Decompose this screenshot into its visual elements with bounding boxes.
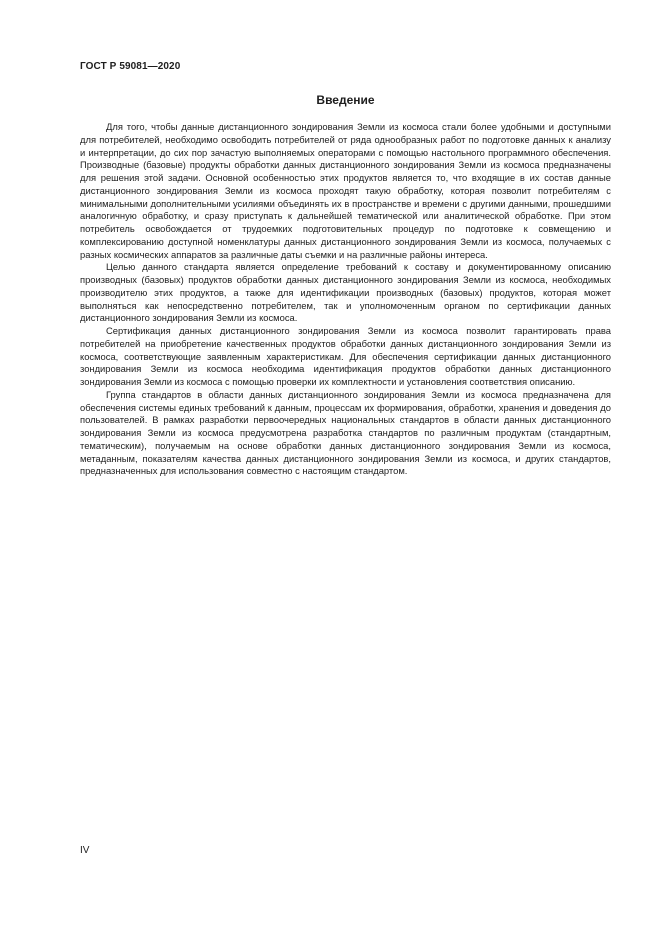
paragraph: Группа стандартов в области данных дистанционного зондирования Земли из космоса предназначена для обеспечения системы единых требований к данным, процессам их формирования, обработки, хранения и доведения до пользователей. В рамках разработки первоочередных национальных стандартов в области данных дистанционного зондирования Земли из космоса предусмотрена разработка стандартов по различным продуктам (стандартным, тематическим), получаемым на основе обработки данных дистанционного зондирования Земли из космоса, метаданным, показателям качества данных дистанционного зондирования Земли из космоса, и других стандартов, предназначенных для использования совместно с настоящим стандартом. bbox=[80, 388, 611, 477]
paragraph: Для того, чтобы данные дистанционного зондирования Земли из космоса стали более удобными и доступными для потребителей, необходимо освободить потребителей от ряда однообразных работ по подготовке данных к анализу и интерпретации, до сих пор зачастую выполняемых операторами с помощью настольного программного обеспечения. Производные (базовые) продукты обработки данных дистанционного зондирования Земли из космоса предназначены для решения этой задачи. Основной особенностью этих продуктов является то, что входящие в их состав данные дистанционного зондирования Земли из космоса проходят такую обработку, которая позволит потребителям с минимальными дополнительными усилиями объединять их в пространстве и времени с другими данными, прошедшими аналогичную обработку, и сразу приступать к дальнейшей тематической или аналитической обработке. При этом потребитель освобождается от трудоемких подготовительных процедур по подготовке к совмещению и комплексированию доступной номенклатуры данных дистанционного зондирования Земли из космоса, получаемых с разных космических аппаратов за различные даты съемки и на различные районы интереса. bbox=[80, 121, 611, 260]
paragraph: Целью данного стандарта является определение требований к составу и документированному описанию производных (базовых) продуктов обработки данных дистанционного зондирования Земли из космоса, необходимых производителю этих продуктов, а также для идентификации производных (базовых) продуктов, которая может выполняться как непосредственно потребителем, так и уполномоченным органом по сертификации данных дистанционного зондирования Земли из космоса. bbox=[80, 261, 611, 324]
section-title: Введение bbox=[316, 93, 375, 107]
paragraph: Сертификация данных дистанционного зондирования Земли из космоса позволит гарантировать права потребителей на приобретение качественных продуктов обработки данных дистанционного зондирования Земли из космоса, соответствующие заявленным характеристикам. Для обеспечения сертификации данных дистанционного зондирования Земли из космоса необходима идентификация продуктов обработки данных дистанционного зондирования Земли из космоса с помощью проверки их комплектности и установления соответствия описанию. bbox=[80, 325, 611, 387]
body-text bbox=[80, 121, 611, 478]
document-code: ГОСТ Р 59081—2020 bbox=[80, 61, 181, 72]
page-number: IV bbox=[80, 845, 90, 856]
